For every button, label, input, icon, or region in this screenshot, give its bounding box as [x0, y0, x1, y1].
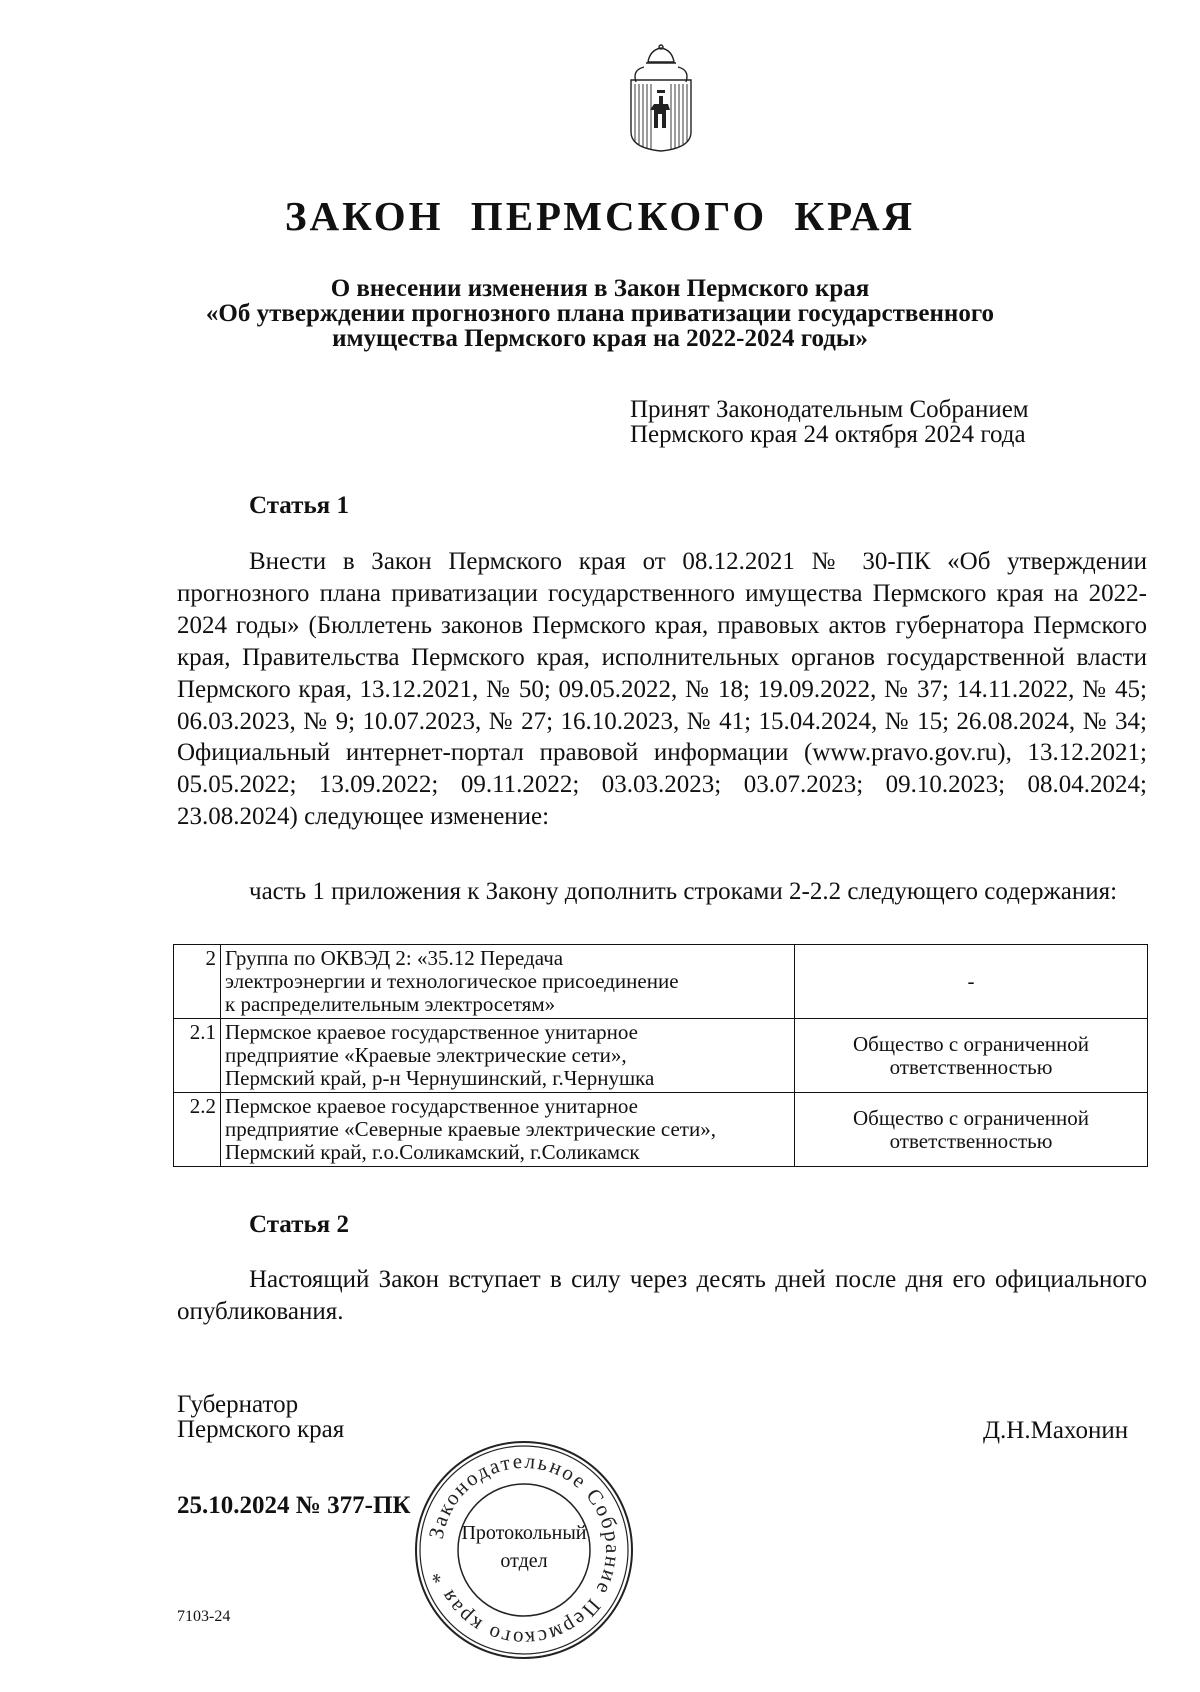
row-number: 2	[174, 945, 221, 1019]
subtitle-line: имущества Пермского края на 2022-2024 годы»	[332, 325, 868, 352]
governor-title-line: Пермского края	[177, 1416, 345, 1443]
row-legal-form	[795, 1019, 1148, 1093]
article1-text: Внести в Закон Пермского края от 08.12.2021 № 30-ПК «Об утверждении прогнозного плана приватизации государственного имущества Пермского края на 2022-2024 годы» (Бюллетень законов Пермского края, правовых актов губернатора Пермского края, Правительства Пермского края, исполнительных органов государственной власти Пермского края, 13.12.2021, № 50; 09.05.2022, № 18; 19.09.2022, № 37; 14.11.2022, № 45; 06.03.2023, № 9; 10.07.2023, № 27; 16.10.2023, № 41; 15.04.2024, № 15; 26.08.2024, № 34; Официальный интернет-портал правовой информации (www.pravo.gov.ru), 13.12.2021; 05.05.2022; 13.09.2022; 09.11.2022; 03.03.2023; 03.07.2023; 09.10.2023; 08.04.2024; 23.08.2024) следующее изменение:	[177, 548, 1147, 831]
article2-heading: Статья 2	[249, 1211, 349, 1238]
row-description	[221, 1019, 795, 1093]
subtitle-line: «Об утверждении прогнозного плана приватизации государственного	[205, 300, 995, 327]
desc-line: Пермское краевое государственное унитарное	[225, 1094, 638, 1118]
form-line: Общество с ограниченной	[853, 1105, 1089, 1130]
article1-heading: Статья 1	[249, 492, 349, 519]
desc-line: Пермский край, р-н Чернушинский, г.Чернушка	[225, 1066, 655, 1090]
adoption-line: Принят Законодательным Собранием	[630, 396, 1029, 423]
row-number: 2.2	[174, 1093, 221, 1167]
stamp-center-text	[412, 1519, 636, 1575]
desc-line: Группа по ОКВЭД 2: «35.12 Передача	[225, 946, 564, 970]
desc-line: Пермское краевое государственное унитарное	[225, 1020, 638, 1044]
adoption-note	[630, 397, 1029, 447]
row-description	[221, 945, 795, 1019]
form-line: -	[967, 969, 975, 993]
governor-name: Д.Н.Махонин	[983, 1417, 1129, 1444]
form-line: ответственностью	[889, 1128, 1053, 1153]
article1-part-text: часть 1 приложения к Закону дополнить строками 2-2.2 следующего содержания:	[249, 878, 1118, 905]
desc-line: электроэнергии и технологическое присоединение	[225, 969, 679, 993]
law-subtitle	[170, 276, 1030, 351]
desc-line: Пермский край, г.о.Соликамский, г.Соликамск	[225, 1140, 640, 1164]
subtitle-line: О внесении изменения в Закон Пермского края	[330, 275, 870, 302]
row-legal-form	[795, 1093, 1148, 1167]
form-line: ответственностью	[889, 1054, 1053, 1079]
table-row	[174, 1093, 1148, 1167]
adoption-line: Пермского края 24 октября 2024 года	[630, 421, 1026, 448]
amendment-table	[173, 944, 1148, 1167]
desc-line: к распределительным электросетям»	[225, 992, 556, 1016]
governor-title	[177, 1392, 344, 1442]
desc-line: предприятие «Северные краевые электрические сети»,	[225, 1117, 716, 1141]
form-line: Общество с ограниченной	[853, 1031, 1089, 1056]
stamp-ring-text: Законодательное Собрание Пермского края *	[423, 1448, 626, 1652]
law-title: ЗАКОН ПЕРМСКОГО КРАЯ	[284, 193, 916, 239]
table-row	[174, 945, 1148, 1019]
law-date-number: 25.10.2024 № 377-ПК	[177, 1492, 411, 1519]
article2-text: Настоящий Закон вступает в силу через десять дней после дня его официального опубликования.	[177, 1266, 1147, 1325]
row-description	[221, 1093, 795, 1167]
table-row	[174, 1019, 1148, 1093]
stamp-center-line: отдел	[500, 1550, 548, 1572]
desc-line: предприятие «Краевые электрические сети»,	[225, 1043, 627, 1067]
row-legal-form	[795, 945, 1148, 1019]
governor-title-line: Губернатор	[177, 1391, 299, 1418]
document-code: 7103-24	[177, 1608, 231, 1625]
coat-of-arms-icon	[626, 44, 696, 152]
stamp-center-line: Протокольный	[461, 1522, 587, 1544]
row-number: 2.1	[174, 1019, 221, 1093]
